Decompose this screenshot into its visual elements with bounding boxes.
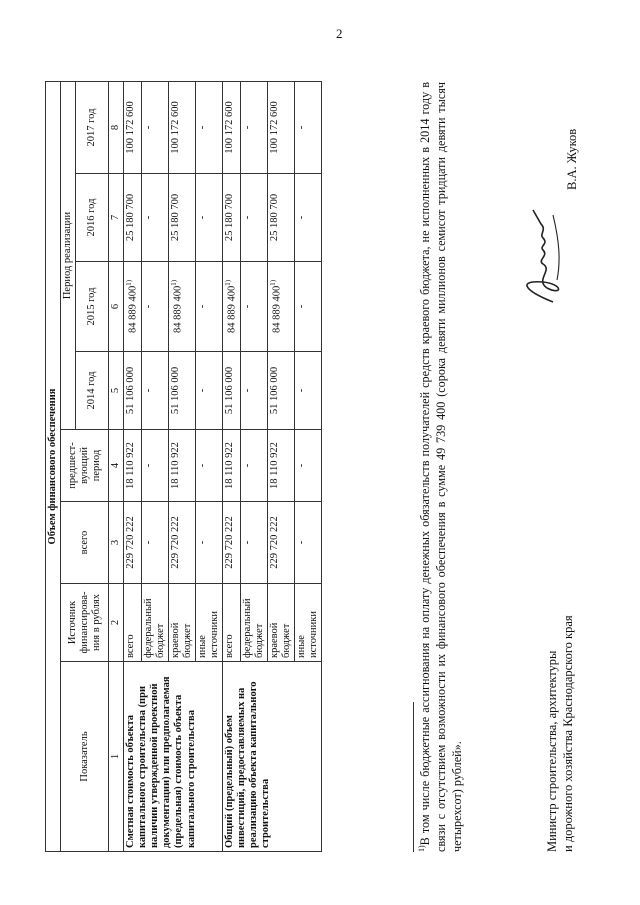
year-2015-cell: [124, 262, 142, 352]
total-cell: [168, 502, 195, 584]
signatory-title: [545, 615, 576, 852]
year-2016-cell: [168, 174, 195, 262]
source-cell: [294, 584, 321, 662]
year-2015-cell: [294, 262, 321, 352]
year-2016-cell: [294, 174, 321, 262]
source-cell-value: иные источники: [295, 611, 319, 658]
year-2017-cell-value: -: [241, 125, 253, 130]
year-2014-cell-value: -: [197, 388, 208, 393]
header-total: всего: [61, 502, 109, 584]
header-source: Источник финансирова-ния в рублях: [61, 584, 109, 662]
source-cell: [124, 584, 142, 662]
footnote-marker: 1): [417, 845, 426, 852]
year-2014-cell: [196, 352, 223, 430]
signatory-title-line1: Министр строительства, архитектуры: [545, 650, 559, 852]
header-indicator: Показатель: [61, 662, 109, 852]
prev-period-cell-value: -: [197, 463, 208, 468]
source-cell: [168, 584, 195, 662]
year-2014-cell-value: -: [295, 388, 307, 393]
prev-period-cell-value: 18 110 922: [268, 442, 280, 489]
year-2014-cell-value: 51 106 000: [268, 366, 280, 415]
year-2016-cell: [124, 174, 142, 262]
source-cell: [267, 584, 294, 662]
col-number: 2: [109, 584, 124, 662]
year-2014-cell: [141, 352, 168, 430]
rotated-page-content: [45, 70, 605, 870]
year-2014-cell-value: 51 106 000: [224, 366, 236, 415]
prev-period-cell: [294, 430, 321, 502]
table-title: Объем финансового обеспечения: [46, 81, 61, 851]
year-2016-cell-value: -: [142, 215, 154, 220]
year-2017-cell-value: -: [197, 125, 208, 130]
prev-period-cell-value: -: [295, 463, 307, 468]
year-2014-cell-value: -: [142, 388, 154, 393]
year-2016-cell: [267, 174, 294, 262]
header-period: Период реализации: [61, 81, 76, 429]
year-2017-cell: [168, 81, 195, 173]
year-2015-cell: [240, 262, 267, 352]
prev-period-cell-value: 18 110 922: [224, 442, 236, 489]
prev-period-cell-value: -: [142, 463, 154, 468]
source-cell: [240, 584, 267, 662]
prev-period-cell: [168, 430, 195, 502]
year-2017-cell-value: 100 172 600: [125, 101, 137, 154]
year-2017-cell-value: -: [295, 125, 307, 130]
source-cell: [223, 584, 241, 662]
year-2015-cell: [141, 262, 168, 352]
footnote-ref: 1): [268, 279, 277, 286]
footnote: [417, 82, 466, 852]
footnote-rule: [413, 702, 414, 852]
total-cell: [294, 502, 321, 584]
table-row: [223, 81, 241, 851]
col-number: 1: [109, 662, 124, 852]
year-2016-cell-value: -: [241, 215, 253, 220]
col-number: 5: [109, 352, 124, 430]
year-2016-cell: [141, 174, 168, 262]
total-cell-value: -: [295, 540, 307, 545]
source-cell-value: всего: [125, 634, 137, 658]
indicator-label: Общий (предельный) объем инвестиций, предоставляемых на реализацию объекта капитального строительства: [223, 662, 322, 852]
year-2017-cell-value: 100 172 600: [169, 101, 181, 154]
year-2015-cell: [196, 262, 223, 352]
header-year-2016: 2016 год: [76, 174, 109, 262]
total-cell: [240, 502, 267, 584]
total-cell-value: -: [241, 540, 253, 545]
year-2015-cell: [168, 262, 195, 352]
prev-period-cell: [240, 430, 267, 502]
year-2017-cell-value: -: [142, 125, 154, 130]
header-year-2014: 2014 год: [76, 352, 109, 430]
year-2015-cell-value: -: [241, 304, 253, 309]
source-cell-value: краевой бюджет: [268, 622, 292, 658]
prev-period-cell: [124, 430, 142, 502]
year-2015-cell-value: -: [142, 304, 154, 309]
year-2016-cell-value: 25 180 700: [169, 193, 181, 242]
year-2014-cell: [267, 352, 294, 430]
year-2017-cell-value: 100 172 600: [224, 101, 236, 154]
year-2017-cell: [223, 81, 241, 173]
year-2014-cell: [294, 352, 321, 430]
total-cell-value: -: [142, 540, 154, 545]
footnote-ref: 1): [125, 279, 134, 286]
year-2017-cell: [141, 81, 168, 173]
year-2014-cell-value: -: [241, 388, 253, 393]
source-cell: [196, 584, 223, 662]
table-row: [124, 81, 142, 851]
year-2014-cell: [124, 352, 142, 430]
source-cell-value: федеральный бюджет: [142, 598, 166, 658]
indicator-label: Сметная стоимость объекта капитального строительства (при наличии утвержденной проектной документации) или предполагаемая (предельная) стоимость объекта капитального строительства: [124, 662, 223, 852]
year-2015-cell: [267, 262, 294, 352]
footnote-ref: 1): [224, 279, 233, 286]
prev-period-cell: [196, 430, 223, 502]
col-number: 7: [109, 174, 124, 262]
prev-period-cell-value: 18 110 922: [169, 442, 181, 489]
financing-table: [45, 81, 322, 852]
prev-period-cell: [141, 430, 168, 502]
col-number: 6: [109, 262, 124, 352]
prev-period-cell-value: -: [241, 463, 253, 468]
signatory-name: В.А. Жуков: [565, 128, 579, 190]
header-prev-period: предшест-вующий период: [61, 430, 109, 502]
total-cell-value: 229 720 222: [224, 516, 236, 569]
source-cell-value: краевой бюджет: [169, 622, 193, 658]
total-cell-value: 229 720 222: [169, 516, 181, 569]
year-2015-cell-value: 84 889 400: [271, 285, 283, 334]
prev-period-cell: [223, 430, 241, 502]
year-2015-cell-value: 84 889 400: [127, 285, 139, 334]
total-cell-value: 229 720 222: [125, 516, 137, 569]
year-2015-cell: [223, 262, 241, 352]
year-2017-cell-value: 100 172 600: [268, 101, 280, 154]
year-2014-cell: [223, 352, 241, 430]
total-cell: [267, 502, 294, 584]
header-year-2017: 2017 год: [76, 81, 109, 173]
year-2014-cell: [168, 352, 195, 430]
col-number: 3: [109, 502, 124, 584]
year-2016-cell: [240, 174, 267, 262]
year-2014-cell-value: 51 106 000: [169, 366, 181, 415]
year-2016-cell: [223, 174, 241, 262]
total-cell: [141, 502, 168, 584]
total-cell: [196, 502, 223, 584]
header-year-2015: 2015 год: [76, 262, 109, 352]
handwritten-signature: [513, 200, 573, 310]
prev-period-cell-value: 18 110 922: [125, 442, 137, 489]
year-2015-cell-value: -: [197, 304, 208, 309]
year-2016-cell-value: 25 180 700: [125, 193, 137, 242]
year-2014-cell-value: 51 106 000: [125, 366, 137, 415]
year-2017-cell: [267, 81, 294, 173]
total-cell-value: 229 720 222: [268, 516, 280, 569]
total-cell-value: -: [197, 540, 208, 545]
page-number: 2: [336, 26, 343, 41]
year-2016-cell-value: -: [295, 215, 307, 220]
footnote-text: В том числе бюджетные ассигнования на оплату денежных обязательств получателей средств краевого бюджета, не исполненных в 2014 году в связи с отсутствием возможности их финансового обеспечения в сумме 49 739 400 (сорока девяти миллионов семисот тридцати девяти тысяч четырехсот) рублей».: [418, 82, 464, 852]
year-2017-cell: [294, 81, 321, 173]
year-2017-cell: [196, 81, 223, 173]
total-cell: [223, 502, 241, 584]
year-2015-cell-value: 84 889 400: [172, 285, 184, 334]
signatory-title-line2: и дорожного хозяйства Краснодарского края: [560, 615, 575, 852]
footnote-ref: 1): [169, 279, 178, 286]
prev-period-cell: [267, 430, 294, 502]
year-2014-cell: [240, 352, 267, 430]
source-cell-value: всего: [224, 634, 236, 658]
year-2016-cell-value: -: [197, 215, 208, 220]
col-number: 8: [109, 81, 124, 173]
col-number: 4: [109, 430, 124, 502]
source-cell: [141, 584, 168, 662]
year-2016-cell-value: 25 180 700: [268, 193, 280, 242]
year-2015-cell-value: -: [295, 304, 307, 309]
year-2015-cell-value: 84 889 400: [226, 285, 238, 334]
year-2016-cell-value: 25 180 700: [224, 193, 236, 242]
year-2017-cell: [124, 81, 142, 173]
year-2016-cell: [196, 174, 223, 262]
year-2017-cell: [240, 81, 267, 173]
total-cell: [124, 502, 142, 584]
source-cell-value: иные источники: [197, 611, 221, 658]
source-cell-value: федеральный бюджет: [241, 598, 265, 658]
